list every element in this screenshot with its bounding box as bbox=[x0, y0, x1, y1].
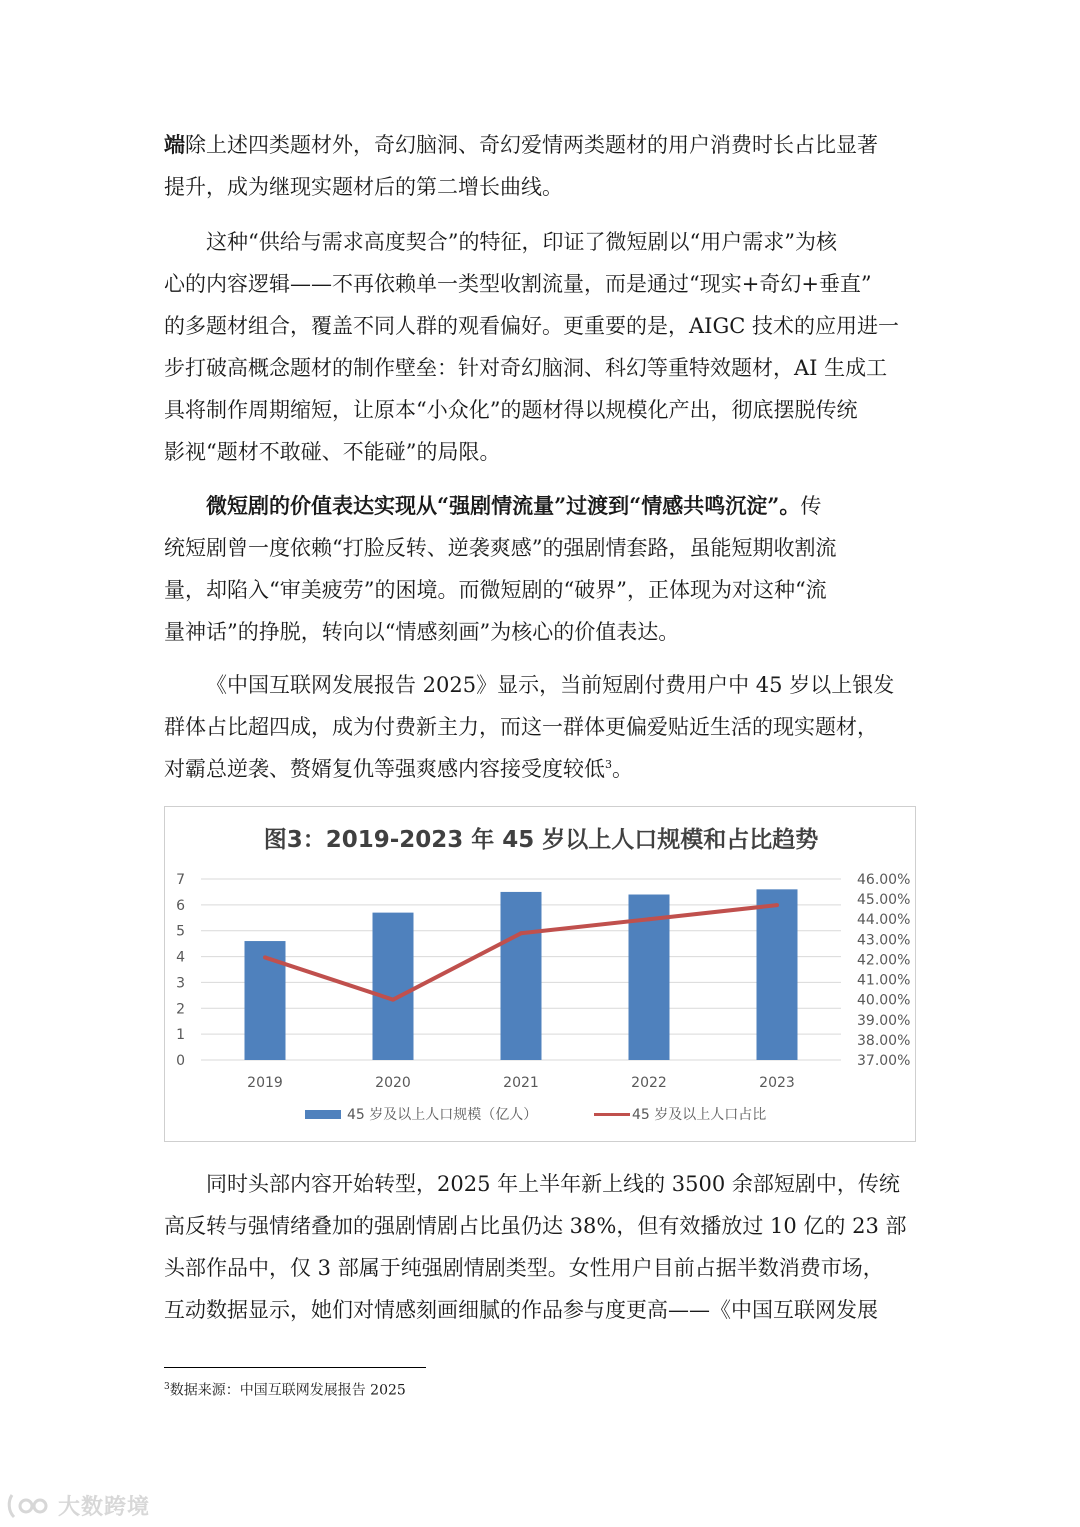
y-right-tick-label: 40.00% bbox=[857, 992, 911, 1009]
paragraph-2-line-4: 步打破高概念题材的制作壁垒：针对奇幻脑洞、科幻等重特效题材，AI 生成工 bbox=[164, 356, 888, 380]
watermark-text: 大数跨境 bbox=[58, 1495, 151, 1520]
paragraph-3-line-4: 量神话”的挣脱，转向以“情感刻画”为核心的价值表达。 bbox=[164, 620, 680, 644]
paragraph-2-line-6: 影视“题材不敢碰、不能碰”的局限。 bbox=[164, 440, 501, 464]
y-left-tick-label: 2 bbox=[176, 1001, 185, 1018]
paragraph-2-line-3: 的多题材组合，覆盖不同人群的观看偏好。更重要的是，AIGC 技术的应用进一 bbox=[164, 314, 899, 338]
y-left-tick-label: 0 bbox=[176, 1053, 185, 1069]
watermark bbox=[6, 1490, 150, 1521]
paragraph-4-end: 。 bbox=[612, 757, 633, 781]
y-right-tick-label: 41.00% bbox=[857, 972, 911, 989]
paragraph-3-line-1-rest: 传 bbox=[800, 494, 822, 518]
paragraph-1-line-1: 除上述四类题材外，奇幻脑洞、奇幻爱情两类题材的用户消费时长占比显著 bbox=[185, 133, 878, 157]
paragraph-2-line-1: 这种“供给与需求高度契合”的特征，印证了微短剧以“用户需求”为核 bbox=[206, 230, 837, 254]
paragraph-1 bbox=[164, 124, 912, 208]
paragraph-3-line-3: 量，却陷入“审美疲劳”的困境。而微短剧的“破界”，正体现为对这种“流 bbox=[164, 578, 827, 602]
legend-label-population: 45 岁及以上人口规模（亿人） bbox=[347, 1107, 538, 1123]
footnote-text: 数据来源：中国互联网发展报告 2025 bbox=[169, 1382, 406, 1399]
paragraph-5-line-4: 互动数据显示，她们对情感刻画细腻的作品参与度更高——《中国互联网发展 bbox=[164, 1298, 878, 1322]
footnote-separator bbox=[164, 1367, 426, 1368]
paragraph-4-line-1: 《中国互联网发展报告 2025》显示，当前短剧付费用户中 45 岁以上银发 bbox=[206, 673, 895, 697]
x-tick-label: 2020 bbox=[375, 1075, 411, 1091]
y-left-tick-label: 4 bbox=[176, 949, 185, 966]
chart-plot bbox=[165, 807, 917, 1143]
legend-bar-swatch bbox=[305, 1110, 341, 1119]
paragraph-5-line-3: 头部作品中，仅 3 部属于纯强剧情剧类型。女性用户目前占据半数消费市场， bbox=[164, 1256, 884, 1280]
y-left-tick-label: 1 bbox=[176, 1027, 185, 1044]
y-left-tick-label: 6 bbox=[176, 897, 185, 914]
paragraph-3 bbox=[164, 485, 912, 653]
y-right-tick-label: 45.00% bbox=[857, 892, 911, 909]
paragraph-4 bbox=[164, 664, 912, 790]
bar bbox=[501, 892, 542, 1060]
x-tick-label: 2021 bbox=[503, 1075, 539, 1091]
footnote-number: 3 bbox=[164, 1382, 170, 1392]
bar bbox=[757, 889, 798, 1060]
y-right-tick-label: 38.00% bbox=[857, 1032, 911, 1049]
line-point bbox=[775, 903, 779, 907]
watermark-logo-icon bbox=[6, 1491, 52, 1521]
line-point bbox=[391, 998, 395, 1002]
legend-label-share: 45 岁及以上人口占比 bbox=[632, 1107, 767, 1123]
paragraph-3-bold-lead: 微短剧的价值表达实现从“强剧情流量”过渡到“情感共鸣沉淀”。 bbox=[206, 493, 801, 518]
paragraph-5 bbox=[164, 1163, 912, 1331]
y-right-tick-label: 44.00% bbox=[857, 912, 911, 929]
footnote-reference[interactable]: 3 bbox=[605, 758, 612, 771]
x-tick-label: 2022 bbox=[631, 1075, 667, 1091]
x-tick-label: 2023 bbox=[759, 1075, 795, 1091]
x-tick-label: 2019 bbox=[247, 1075, 283, 1091]
y-right-tick-label: 46.00% bbox=[857, 872, 911, 888]
paragraph-2-line-2: 心的内容逻辑——不再依赖单一类型收割流量，而是通过“现实+奇幻+垂直” bbox=[164, 272, 872, 296]
y-right-tick-label: 43.00% bbox=[857, 932, 911, 949]
paragraph-5-line-1: 同时头部内容开始转型，2025 年上半年新上线的 3500 余部短剧中，传统 bbox=[206, 1172, 900, 1196]
paragraph-1-line-2: 提升，成为继现实题材后的第二增长曲线。 bbox=[164, 175, 563, 199]
y-left-tick-label: 7 bbox=[176, 872, 185, 888]
legend-item-population bbox=[305, 1104, 537, 1124]
paragraph-2-line-5: 具将制作周期缩短，让原本“小众化”的题材得以规模化产出，彻底摆脱传统 bbox=[164, 398, 858, 422]
y-right-tick-label: 42.00% bbox=[857, 952, 911, 969]
paragraph-1-lead: 端 bbox=[164, 132, 185, 157]
y-left-tick-label: 5 bbox=[176, 923, 185, 940]
chart-title: 图3：2019-2023 年 45 岁以上人口规模和占比趋势 bbox=[263, 827, 819, 853]
y-right-tick-label: 39.00% bbox=[857, 1012, 911, 1029]
paragraph-2 bbox=[164, 221, 912, 473]
paragraph-3-line-2: 统短剧曾一度依赖“打脸反转、逆袭爽感”的强剧情套路，虽能短期收割流 bbox=[164, 536, 837, 560]
paragraph-4-line-2: 群体占比超四成，成为付费新主力，而这一群体更偏爱贴近生活的现实题材， bbox=[164, 715, 878, 739]
line-point bbox=[647, 917, 651, 921]
y-left-tick-label: 3 bbox=[176, 975, 185, 992]
footnote bbox=[164, 1377, 406, 1401]
line-point bbox=[519, 931, 523, 935]
bar bbox=[373, 913, 414, 1060]
chart-figure bbox=[164, 806, 916, 1142]
paragraph-5-line-2: 高反转与强情绪叠加的强剧情剧占比虽仍达 38%，但有效播放过 10 亿的 23 部 bbox=[164, 1214, 907, 1238]
legend-item-share bbox=[594, 1104, 766, 1124]
paragraph-4-line-3: 对霸总逆袭、赘婿复仇等强爽感内容接受度较低 bbox=[164, 757, 605, 781]
y-right-tick-label: 37.00% bbox=[857, 1053, 911, 1069]
line-point bbox=[263, 955, 267, 959]
legend-line-swatch bbox=[594, 1113, 630, 1116]
